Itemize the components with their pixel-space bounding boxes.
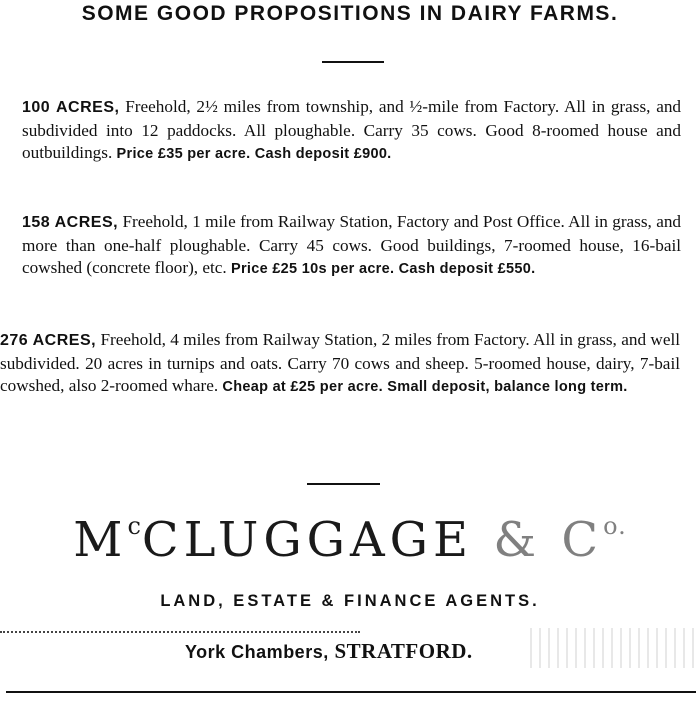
firm-name-super: c xyxy=(127,512,142,540)
listing-price: Price £35 per acre. Cash deposit £900. xyxy=(116,146,392,162)
firm-tagline: LAND, ESTATE & FINANCE AGENTS. xyxy=(160,592,540,610)
firm-co-c: C xyxy=(561,512,604,568)
top-divider xyxy=(322,61,384,63)
listing-276-acres xyxy=(0,329,680,399)
listing-158-acres xyxy=(22,211,681,281)
listing-body: Freehold, 4 miles from Railway Station, 2 miles from Factory. All in grass, and well subdivided. 20 acres in turnips and oats. Carry 70 cows and sheep. 5-roomed house, dairy, 7-bail cowshed, also 2-roomed whare. xyxy=(0,330,681,395)
listing-lead: 158 ACRES, xyxy=(22,214,119,231)
listing-body: Freehold, 2½ miles from township, and ½-mile from Factory. All in grass, and subdivided into 12 paddocks. All ploughable. Carry 35 cows. Good 8-roomed house and outbuildings. xyxy=(22,97,682,162)
firm-name xyxy=(0,512,700,568)
address-town: STRATFORD. xyxy=(334,639,473,663)
listing-lead: 100 ACRES, xyxy=(22,99,120,116)
middle-divider xyxy=(307,483,380,485)
listing-100-acres xyxy=(22,96,681,166)
firm-co xyxy=(493,512,626,568)
firm-name-prefix: M xyxy=(73,512,128,568)
listing-body: Freehold, 1 mile from Railway Station, Factory and Post Office. All in grass, and more than one-half ploughable. Carry 45 cows. Good buildings, 7-roomed house, 16-bail cowshed (concrete floor), etc. xyxy=(22,212,682,277)
bottom-divider xyxy=(6,691,696,693)
firm-name-rest: CLUGGAGE xyxy=(141,512,474,568)
firm-co-amp: & xyxy=(493,512,542,568)
headline: SOME GOOD PROPOSITIONS IN DAIRY FARMS. xyxy=(81,2,619,25)
firm-address xyxy=(185,639,473,664)
listing-lead: 276 ACRES, xyxy=(0,332,97,349)
firm-co-super: o. xyxy=(603,512,627,540)
listing-price: Cheap at £25 per acre. Small deposit, balance long term. xyxy=(222,379,628,395)
address-building: York Chambers, xyxy=(185,642,329,662)
dotted-rule xyxy=(0,631,360,633)
show-through-texture xyxy=(530,628,700,668)
listing-price: Price £25 10s per acre. Cash deposit £550. xyxy=(231,261,536,277)
